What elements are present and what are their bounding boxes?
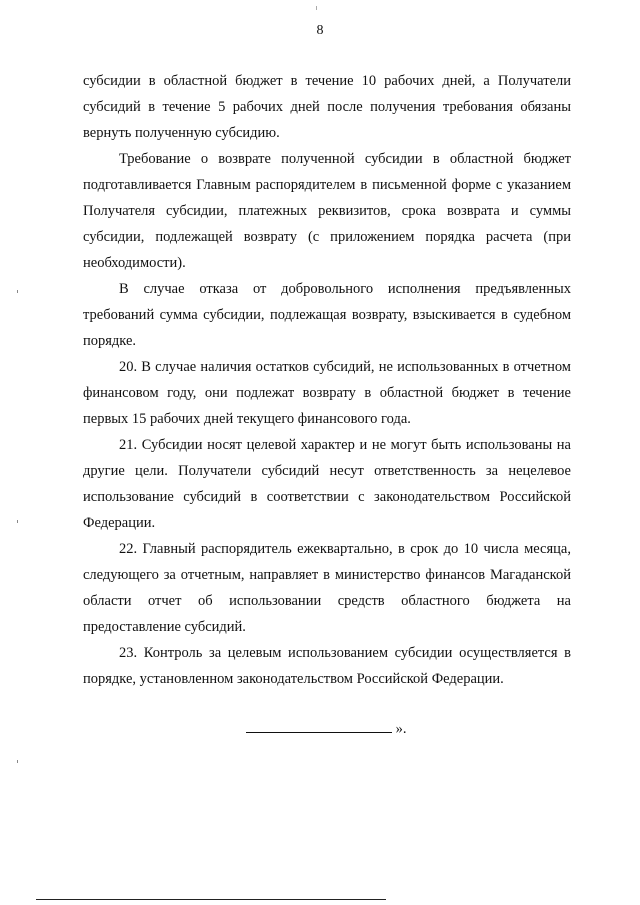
scan-mark — [316, 6, 317, 10]
page-number: 8 — [316, 23, 324, 38]
paragraph-item-22: 22. Главный распорядитель ежеквартально, в срок до 10 числа месяца, следующего за отчетным, направляет в министерство финансов Магаданской области отчет об использовании средств областного бюджета на предоставление субсидий. — [83, 541, 571, 635]
closing-line — [246, 718, 407, 740]
paragraph-item-20: 20. В случае наличия остатков субсидий, не использованных в отчетном финансовом году, они подлежат возврату в областной бюджет в течение первых 15 рабочих дней текущего финансового года. — [83, 359, 571, 427]
margin-mark — [17, 760, 18, 763]
paragraph-continuation: субсидии в областной бюджет в течение 10 рабочих дней, а Получатели субсидий в течение 5 рабочих дней после получения требования обязаны вернуть полученную субсидию. — [83, 73, 571, 141]
paragraph-item-23: 23. Контроль за целевым использованием субсидии осуществляется в порядке, установленном законодательством Российской Федерации. — [83, 645, 571, 687]
paragraph-refund-requirement: Требование о возврате полученной субсидии в областной бюджет подготавливается Главным распорядителем в письменной форме с указанием Получателя субсидии, платежных реквизитов, срока возврата и суммы субсидии, подлежащей возврату (с приложением порядка расчета (при необходимости). — [83, 151, 571, 271]
margin-mark — [17, 290, 18, 293]
margin-mark — [17, 520, 18, 523]
bottom-rule — [36, 899, 386, 900]
paragraph-item-21: 21. Субсидии носят целевой характер и не могут быть использованы на другие цели. Получатели субсидий несут ответственность за нецелевое использование субсидий в соответствии с законодательством Российской Федерации. — [83, 437, 571, 531]
closing-mark: ». — [395, 721, 407, 737]
closing-underline — [246, 718, 392, 733]
document-body — [83, 68, 571, 692]
paragraph-refusal: В случае отказа от добровольного исполнения предъявленных требований сумма субсидии, подлежащая возврату, взыскивается в судебном порядке. — [83, 281, 571, 349]
